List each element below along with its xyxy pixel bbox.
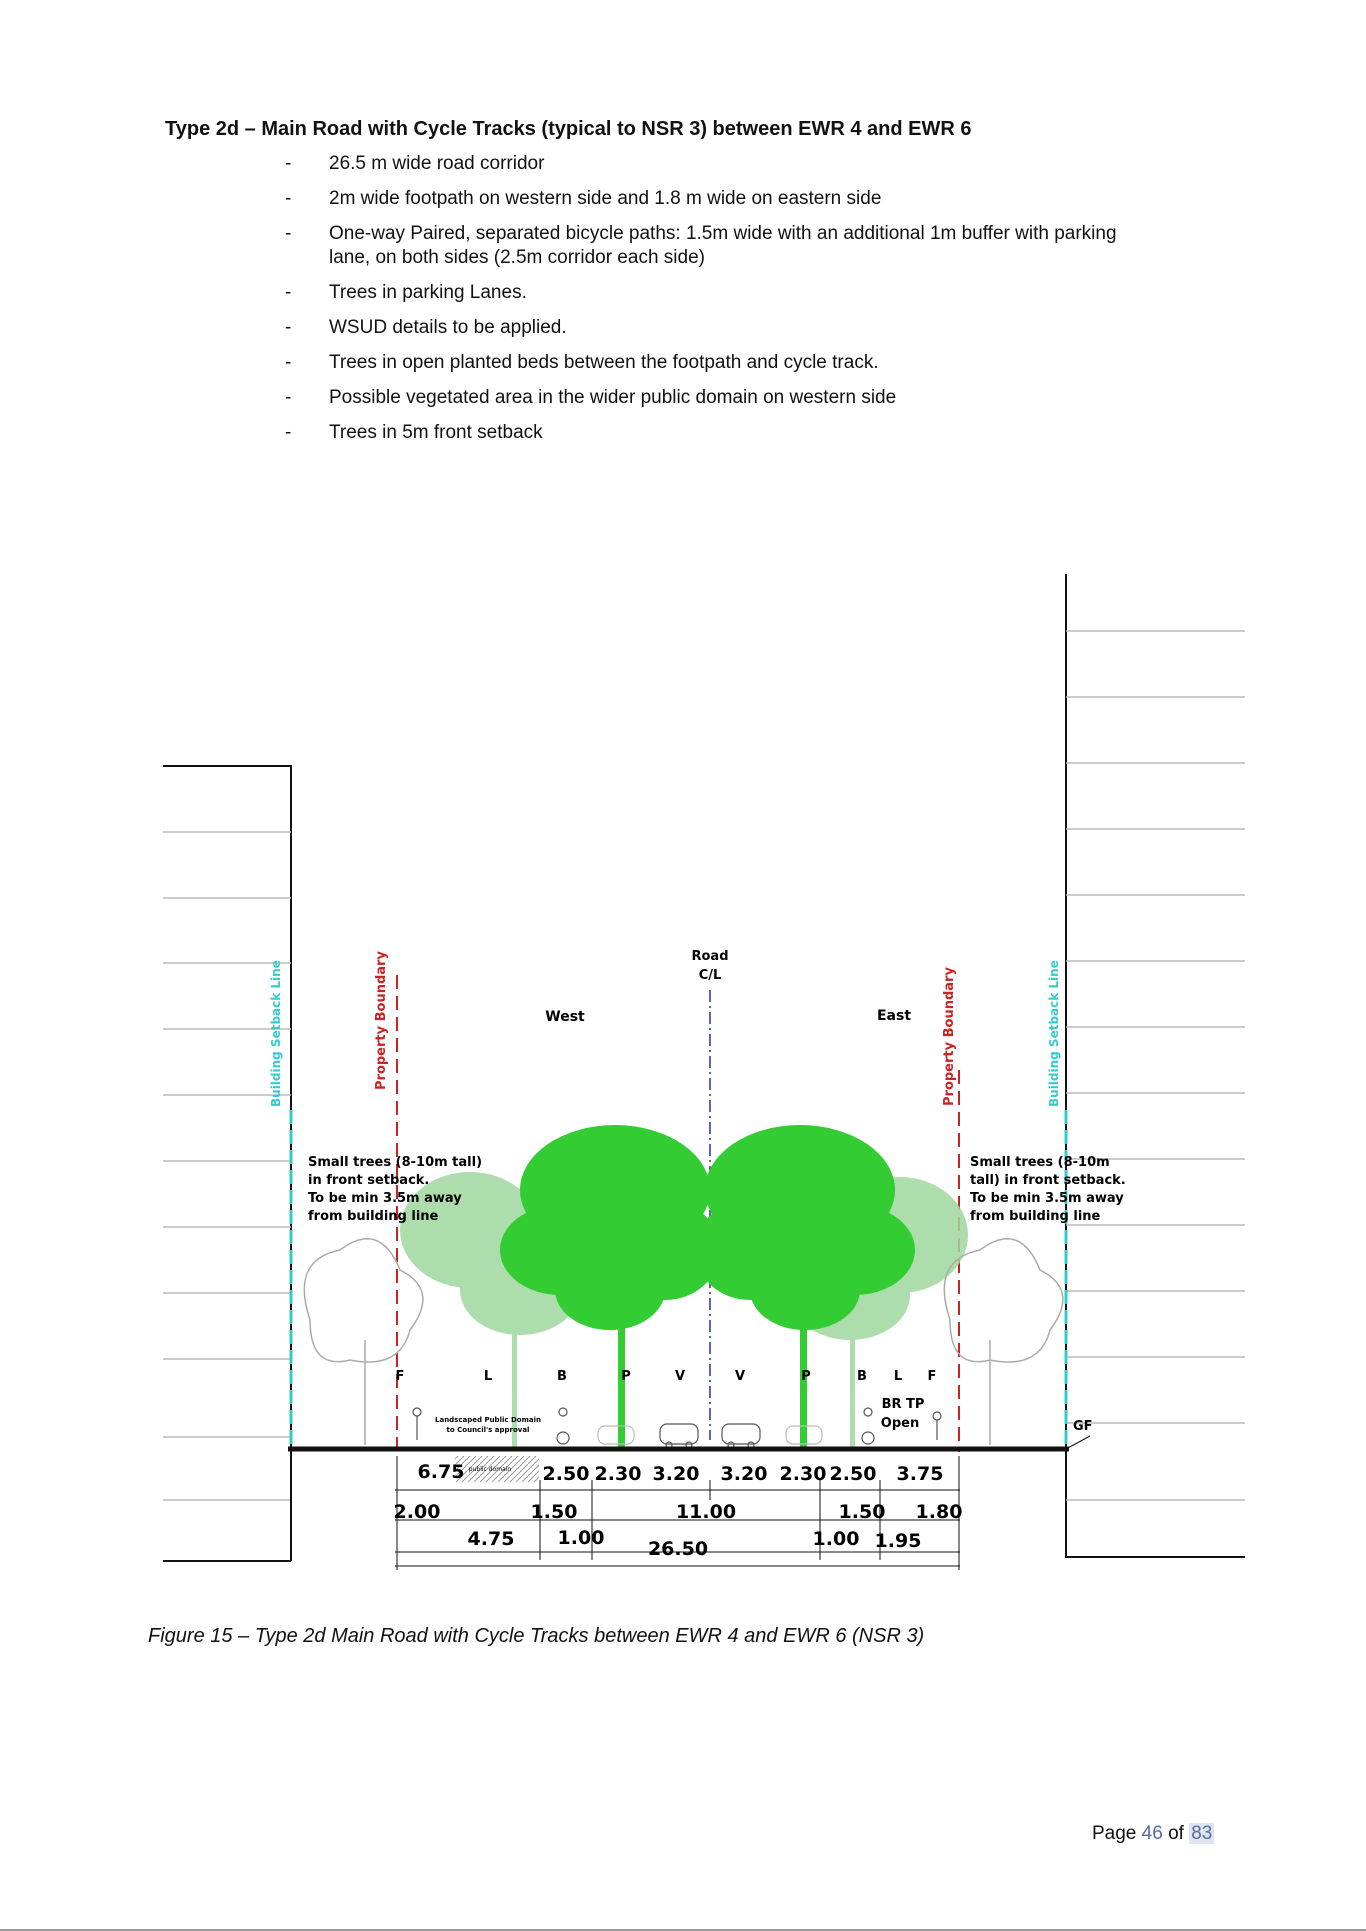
bullet-marker: -: [285, 223, 292, 244]
list-item: - Trees in 5m front setback: [285, 422, 543, 443]
centreline-label-road: Road: [691, 949, 729, 964]
zone-letters: [396, 1369, 937, 1384]
svg-text:B: B: [857, 1369, 867, 1384]
east-building: [1066, 574, 1245, 1557]
svg-text:L: L: [893, 1369, 903, 1384]
svg-text:B: B: [557, 1369, 567, 1384]
bullet-marker: -: [285, 153, 292, 174]
bullet-marker: -: [285, 188, 292, 209]
public-domain-note-2: to Council's approval: [446, 1426, 530, 1434]
svg-text:3.20: 3.20: [720, 1463, 768, 1485]
public-domain-note-1: Landscaped Public Domain: [435, 1416, 541, 1424]
east-label: East: [876, 1008, 912, 1024]
public-domain-tag: public domain: [468, 1466, 512, 1473]
centreline-label-cl: C/L: [698, 968, 722, 983]
east-setback-label: Building Setback Line: [1047, 960, 1061, 1107]
svg-text:L: L: [483, 1369, 493, 1384]
svg-text:from building line: from building line: [308, 1209, 439, 1224]
svg-text:2.30: 2.30: [779, 1463, 827, 1485]
total-pages: 83: [1191, 1823, 1213, 1844]
page-of: of: [1168, 1823, 1184, 1844]
svg-text:2.30: 2.30: [594, 1463, 642, 1485]
svg-text:To be min 3.5m away: To be min 3.5m away: [970, 1191, 1124, 1206]
svg-text:11.00: 11.00: [675, 1501, 737, 1523]
list-item: - Trees in parking Lanes.: [285, 282, 527, 303]
list-item: - WSUD details to be applied.: [285, 317, 567, 338]
bullet-marker: -: [285, 422, 292, 443]
west-floor-lines: [163, 832, 291, 1500]
east-floor-lines: [1066, 631, 1245, 1500]
svg-text:6.75: 6.75: [417, 1461, 465, 1483]
dimensions-row-3: [468, 1527, 922, 1560]
svg-text:2.50: 2.50: [542, 1463, 590, 1485]
list-item: - 26.5 m wide road corridor: [285, 153, 545, 174]
current-page: 46: [1141, 1823, 1163, 1844]
bullet-marker: -: [285, 352, 292, 373]
svg-text:4.75: 4.75: [467, 1528, 515, 1550]
west-label: West: [545, 1009, 585, 1025]
svg-text:3.20: 3.20: [652, 1463, 700, 1485]
svg-text:Small trees (8-10m tall): Small trees (8-10m tall): [308, 1155, 483, 1170]
svg-text:P: P: [801, 1369, 811, 1384]
svg-text:V: V: [674, 1369, 686, 1384]
svg-text:from building line: from building line: [970, 1209, 1101, 1224]
svg-text:26.50: 26.50: [647, 1538, 709, 1560]
section-heading: Type 2d – Main Road with Cycle Tracks (typical to NSR 3) between EWR 4 and EWR 6: [165, 118, 972, 140]
svg-text:1.50: 1.50: [530, 1501, 578, 1523]
west-building: [163, 766, 291, 1561]
west-setback-label: Building Setback Line: [269, 960, 283, 1107]
page-number: [1092, 1823, 1214, 1845]
brtp-label: BR TP: [881, 1397, 925, 1412]
svg-text:1.80: 1.80: [915, 1501, 963, 1523]
svg-text:1.95: 1.95: [874, 1530, 922, 1552]
figure-caption: Figure 15 – Type 2d Main Road with Cycle Tracks between EWR 4 and EWR 6 (NSR 3): [148, 1625, 925, 1647]
svg-text:3.75: 3.75: [896, 1463, 944, 1485]
open-label: Open: [880, 1416, 920, 1431]
list-item: - Trees in open planted beds between the footpath and cycle track.: [285, 352, 879, 373]
bullet-marker: -: [285, 282, 292, 303]
svg-text:2.50: 2.50: [829, 1463, 877, 1485]
bullet-marker: -: [285, 317, 292, 338]
svg-text:F: F: [395, 1369, 405, 1384]
svg-text:1.50: 1.50: [838, 1501, 886, 1523]
list-item: - One-way Paired, separated bicycle paths: 1.5m wide with an additional 1m buffer with parking lane, on both sides (2.5m corridor each side): [285, 223, 1117, 268]
svg-text:tall) in front setback.: tall) in front setback.: [970, 1173, 1126, 1188]
svg-text:F: F: [927, 1369, 937, 1384]
west-property-boundary-label: Property Boundary: [374, 951, 389, 1090]
svg-text:1.00: 1.00: [812, 1528, 860, 1550]
east-property-boundary-label: Property Boundary: [942, 967, 957, 1106]
svg-text:P: P: [621, 1369, 631, 1384]
list-item: - 2m wide footpath on western side and 1.8 m wide on eastern side: [285, 188, 882, 209]
svg-text:V: V: [734, 1369, 746, 1384]
svg-text:2.00: 2.00: [393, 1501, 441, 1523]
bullet-marker: -: [285, 387, 292, 408]
gf-label: GF: [1073, 1419, 1093, 1434]
list-item: - Possible vegetated area in the wider public domain on western side: [285, 387, 897, 408]
page-prefix: Page: [1092, 1823, 1137, 1844]
svg-text:1.00: 1.00: [557, 1527, 605, 1549]
svg-text:To be min 3.5m away: To be min 3.5m away: [308, 1191, 462, 1206]
east-setback-note: [970, 1155, 1126, 1224]
svg-text:in front setback.: in front setback.: [308, 1173, 430, 1188]
svg-text:Small trees (8-10m: Small trees (8-10m: [970, 1155, 1110, 1170]
